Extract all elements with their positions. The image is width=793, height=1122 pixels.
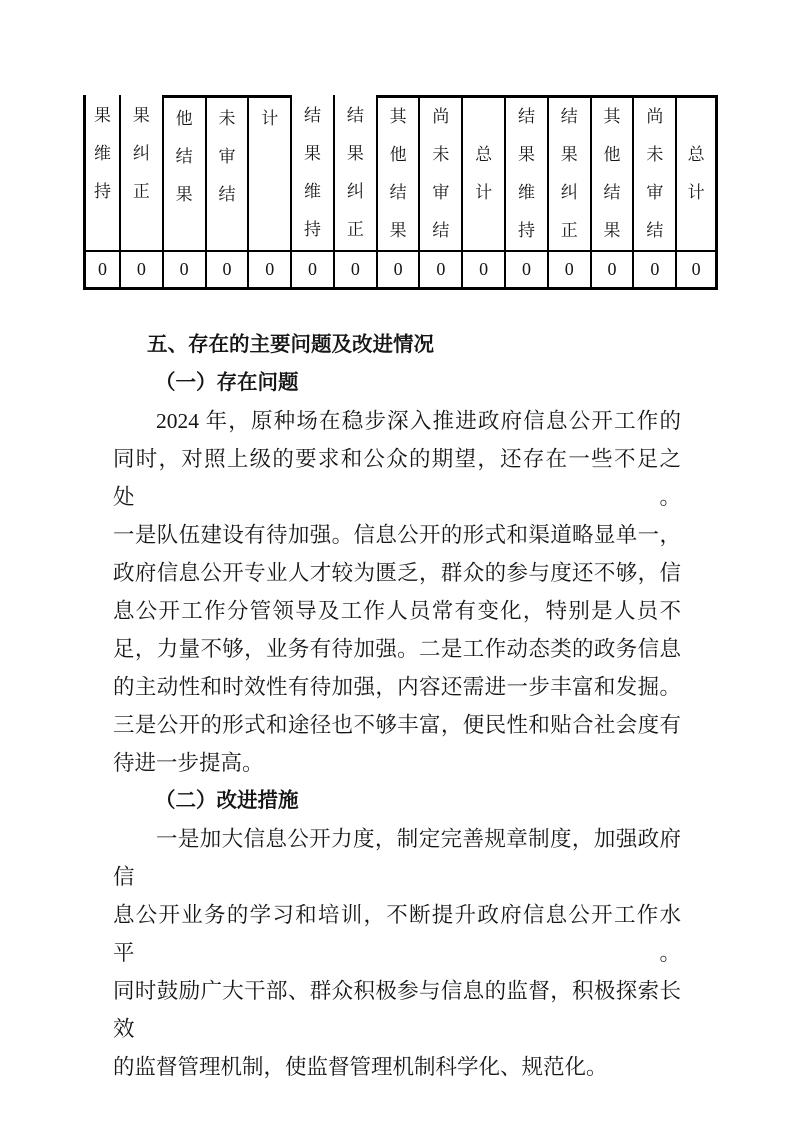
document-body xyxy=(113,326,681,1086)
paragraph-line: 待进一步提高。 xyxy=(113,751,264,775)
vertical-header-text: 尚 未 审 结 xyxy=(432,107,450,240)
paragraph-line: 息公开工作分管领导及工作人员常有变化，特别是人员不 xyxy=(113,599,681,623)
vertical-header-text: 总 计 xyxy=(475,145,493,202)
vertical-header-text: 结 果 纠 正 xyxy=(560,107,578,240)
table-value-cell: 0 xyxy=(205,250,248,290)
vertical-header-text: 结 果 维 持 xyxy=(517,107,535,240)
table-header-row xyxy=(83,95,718,250)
vertical-header-text: 其 他 结 果 xyxy=(603,107,621,240)
table-value-cell: 0 xyxy=(333,250,376,290)
table-header-cell xyxy=(461,95,504,250)
paragraph-line: 足，力量不够，业务有待加强。二是工作动态类的政务信息 xyxy=(113,637,681,661)
statistics-table xyxy=(83,95,718,290)
vertical-header-text: 结 果 维 持 xyxy=(304,105,322,239)
vertical-header-text: 果 维 持 xyxy=(94,106,111,201)
vertical-header-text: 结 果 纠 正 xyxy=(346,105,364,239)
paragraph-line: 息公开业务的学习和培训，不断提升政府信息公开工作水平。 xyxy=(113,903,681,965)
table-value-cell: 0 xyxy=(675,250,718,290)
table-header-cell xyxy=(333,95,376,250)
subsection1-title: （一）存在问题 xyxy=(155,372,299,394)
table-header-cell xyxy=(418,95,461,250)
table-value-cell: 0 xyxy=(83,250,119,290)
table-header-cell xyxy=(547,95,590,250)
paragraph-line: 同时，对照上级的要求和公众的期望，还存在一些不足之处。 xyxy=(113,447,681,509)
vertical-header-text: 未 审 结 xyxy=(218,109,236,204)
table-value-row xyxy=(83,250,718,290)
vertical-header-text: 其 他 结 果 xyxy=(389,107,407,240)
table-value-cell: 0 xyxy=(418,250,461,290)
subsection2-title: （二）改进措施 xyxy=(155,790,299,812)
table-header-cell xyxy=(162,95,205,250)
paragraph-line: 三是公开的形式和途径也不够丰富，便民性和贴合社会度有 xyxy=(113,713,681,737)
table-header-cell xyxy=(632,95,675,250)
vertical-header-text: 果 纠 正 xyxy=(132,106,150,201)
table-header-cell xyxy=(205,95,248,250)
table-header-cell xyxy=(83,95,119,250)
paragraph-line: 的监督管理机制，使监督管理机制科学化、规范化。 xyxy=(113,1055,608,1079)
table-value-cell: 0 xyxy=(162,250,205,290)
vertical-header-text: 尚 未 审 结 xyxy=(646,107,664,240)
table-header-cell xyxy=(247,95,290,250)
paragraph-line: 一是加大信息公开力度，制定完善规章制度，加强政府信 xyxy=(113,827,681,889)
table-value-cell: 0 xyxy=(290,250,333,290)
table-header-cell xyxy=(119,95,162,250)
table-value-cell: 0 xyxy=(376,250,419,290)
table-header-cell xyxy=(376,95,419,250)
vertical-header-text: 他 结 果 xyxy=(175,109,193,204)
table-value-cell: 0 xyxy=(461,250,504,290)
paragraph-line: 一是队伍建设有待加强。信息公开的形式和渠道略显单一， xyxy=(113,523,681,547)
paragraph-line: 的主动性和时效性有待加强，内容还需进一步丰富和发掘。 xyxy=(113,675,681,699)
table-value-cell: 0 xyxy=(504,250,547,290)
table-value-cell: 0 xyxy=(632,250,675,290)
table-value-cell: 0 xyxy=(119,250,162,290)
paragraph-line: 2024 年，原种场在稳步深入推进政府信息公开工作的 xyxy=(156,409,681,433)
table-value-cell: 0 xyxy=(590,250,633,290)
table-header-cell xyxy=(675,95,718,250)
table-value-cell: 0 xyxy=(247,250,290,290)
table-value-cell: 0 xyxy=(547,250,590,290)
table-header-cell xyxy=(504,95,547,250)
vertical-header-text: 总 计 xyxy=(687,145,705,202)
table-header-cell xyxy=(590,95,633,250)
vertical-header-text: 计 xyxy=(261,109,279,128)
table-header-cell xyxy=(290,95,333,250)
paragraph-line: 同时鼓励广大干部、群众积极参与信息的监督，积极探索长效 xyxy=(113,979,681,1041)
paragraph-line: 政府信息公开专业人才较为匮乏，群众的参与度还不够，信 xyxy=(113,561,681,585)
section-heading: 五、存在的主要问题及改进情况 xyxy=(147,334,434,356)
